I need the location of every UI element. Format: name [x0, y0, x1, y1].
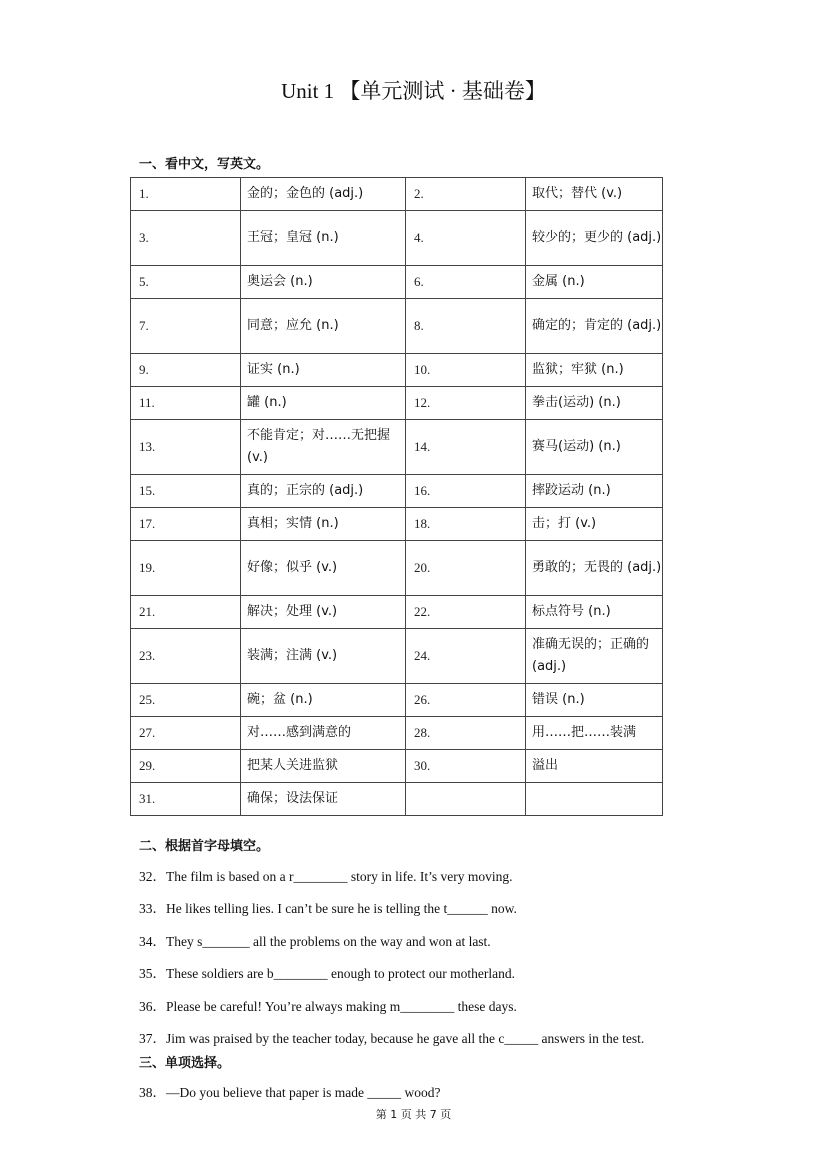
chinese-meaning: 溢出 — [526, 750, 663, 783]
chinese-meaning: 拳击(运动) (n.) — [526, 387, 663, 420]
section-heading: 三、单项选择。 — [139, 1056, 231, 1071]
item-number: 20. — [406, 541, 526, 596]
item-number: 1. — [131, 178, 241, 211]
item-number: 2. — [406, 178, 526, 211]
page-footer: 第 1 页 共 7 页 — [375, 1108, 452, 1121]
table-row — [131, 684, 663, 717]
chinese-meaning: 摔跤运动 (n.) — [526, 475, 663, 508]
item-number: 10. — [406, 354, 526, 387]
chinese-meaning: 击；打 (v.) — [526, 508, 663, 541]
table-row — [131, 629, 663, 684]
section-heading: 二、根据首字母填空。 — [139, 839, 270, 854]
question-item: 38．—Do you believe that paper is made _____ wood? — [139, 1085, 441, 1100]
chinese-meaning — [526, 783, 663, 816]
item-number: 24. — [406, 629, 526, 684]
item-number: 23. — [131, 629, 241, 684]
table-row — [131, 508, 663, 541]
table-row — [131, 750, 663, 783]
chinese-meaning: 王冠；皇冠 (n.) — [241, 211, 406, 266]
item-number: 17. — [131, 508, 241, 541]
question-item: 34．They s_______ all the problems on the way and won at last. — [139, 934, 491, 949]
item-number: 9. — [131, 354, 241, 387]
chinese-meaning: 碗；盆 (n.) — [241, 684, 406, 717]
table-row — [131, 178, 663, 211]
vocabulary-table — [130, 177, 663, 816]
table-row — [131, 387, 663, 420]
chinese-meaning: 好像；似乎 (v.) — [241, 541, 406, 596]
table-row — [131, 299, 663, 354]
chinese-meaning: 用……把……装满 — [526, 717, 663, 750]
item-number: 28. — [406, 717, 526, 750]
chinese-meaning: 真相；实情 (n.) — [241, 508, 406, 541]
item-number: 6. — [406, 266, 526, 299]
item-number: 13. — [131, 420, 241, 475]
page-title: Unit 1 【单元测试 · 基础卷】 — [281, 79, 546, 103]
chinese-meaning: 取代；替代 (v.) — [526, 178, 663, 211]
item-number: 5. — [131, 266, 241, 299]
question-item: 32．The film is based on a r________ story in life. It’s very moving. — [139, 869, 513, 884]
chinese-meaning: 罐 (n.) — [241, 387, 406, 420]
chinese-meaning: 解决；处理 (v.) — [241, 596, 406, 629]
question-item: 37．Jim was praised by the teacher today, because he gave all the c_____ answers in the test. — [139, 1031, 645, 1046]
chinese-meaning: 奥运会 (n.) — [241, 266, 406, 299]
chinese-meaning: 装满；注满 (v.) — [241, 629, 406, 684]
item-number: 26. — [406, 684, 526, 717]
chinese-meaning: 标点符号 (n.) — [526, 596, 663, 629]
question-item: 35．These soldiers are b________ enough to protect our motherland. — [139, 966, 516, 981]
item-number: 29. — [131, 750, 241, 783]
item-number: 4. — [406, 211, 526, 266]
item-number: 25. — [131, 684, 241, 717]
chinese-meaning: 监狱；牢狱 (n.) — [526, 354, 663, 387]
item-number: 27. — [131, 717, 241, 750]
chinese-meaning: 金的；金色的 (adj.) — [241, 178, 406, 211]
chinese-meaning: 证实 (n.) — [241, 354, 406, 387]
chinese-meaning: 错误 (n.) — [526, 684, 663, 717]
item-number: 3. — [131, 211, 241, 266]
item-number: 8. — [406, 299, 526, 354]
chinese-meaning: 不能肯定；对……无把握 (v.) — [241, 420, 406, 475]
chinese-meaning: 较少的；更少的 (adj.) — [526, 211, 663, 266]
table-row — [131, 783, 663, 816]
table-row — [131, 420, 663, 475]
question-item: 36．Please be careful! You’re always making m________ these days. — [139, 999, 517, 1014]
table-row — [131, 354, 663, 387]
section-heading: 一、看中文，写英文。 — [139, 157, 270, 172]
table-row — [131, 717, 663, 750]
chinese-meaning: 把某人关进监狱 — [241, 750, 406, 783]
item-number: 11. — [131, 387, 241, 420]
item-number — [406, 783, 526, 816]
item-number: 12. — [406, 387, 526, 420]
chinese-meaning: 确保；设法保证 — [241, 783, 406, 816]
chinese-meaning: 准确无误的；正确的 (adj.) — [526, 629, 663, 684]
item-number: 15. — [131, 475, 241, 508]
item-number: 14. — [406, 420, 526, 475]
chinese-meaning: 确定的；肯定的 (adj.) — [526, 299, 663, 354]
item-number: 18. — [406, 508, 526, 541]
table-row — [131, 596, 663, 629]
table-row — [131, 475, 663, 508]
chinese-meaning: 金属 (n.) — [526, 266, 663, 299]
chinese-meaning: 赛马(运动) (n.) — [526, 420, 663, 475]
chinese-meaning: 对……感到满意的 — [241, 717, 406, 750]
question-item: 33．He likes telling lies. I can’t be sure he is telling the t______ now. — [139, 901, 517, 916]
item-number: 30. — [406, 750, 526, 783]
table-row — [131, 266, 663, 299]
item-number: 22. — [406, 596, 526, 629]
item-number: 7. — [131, 299, 241, 354]
table-row — [131, 211, 663, 266]
item-number: 16. — [406, 475, 526, 508]
chinese-meaning: 真的；正宗的 (adj.) — [241, 475, 406, 508]
table-row — [131, 541, 663, 596]
item-number: 21. — [131, 596, 241, 629]
chinese-meaning: 勇敢的；无畏的 (adj.) — [526, 541, 663, 596]
item-number: 19. — [131, 541, 241, 596]
item-number: 31. — [131, 783, 241, 816]
chinese-meaning: 同意；应允 (n.) — [241, 299, 406, 354]
